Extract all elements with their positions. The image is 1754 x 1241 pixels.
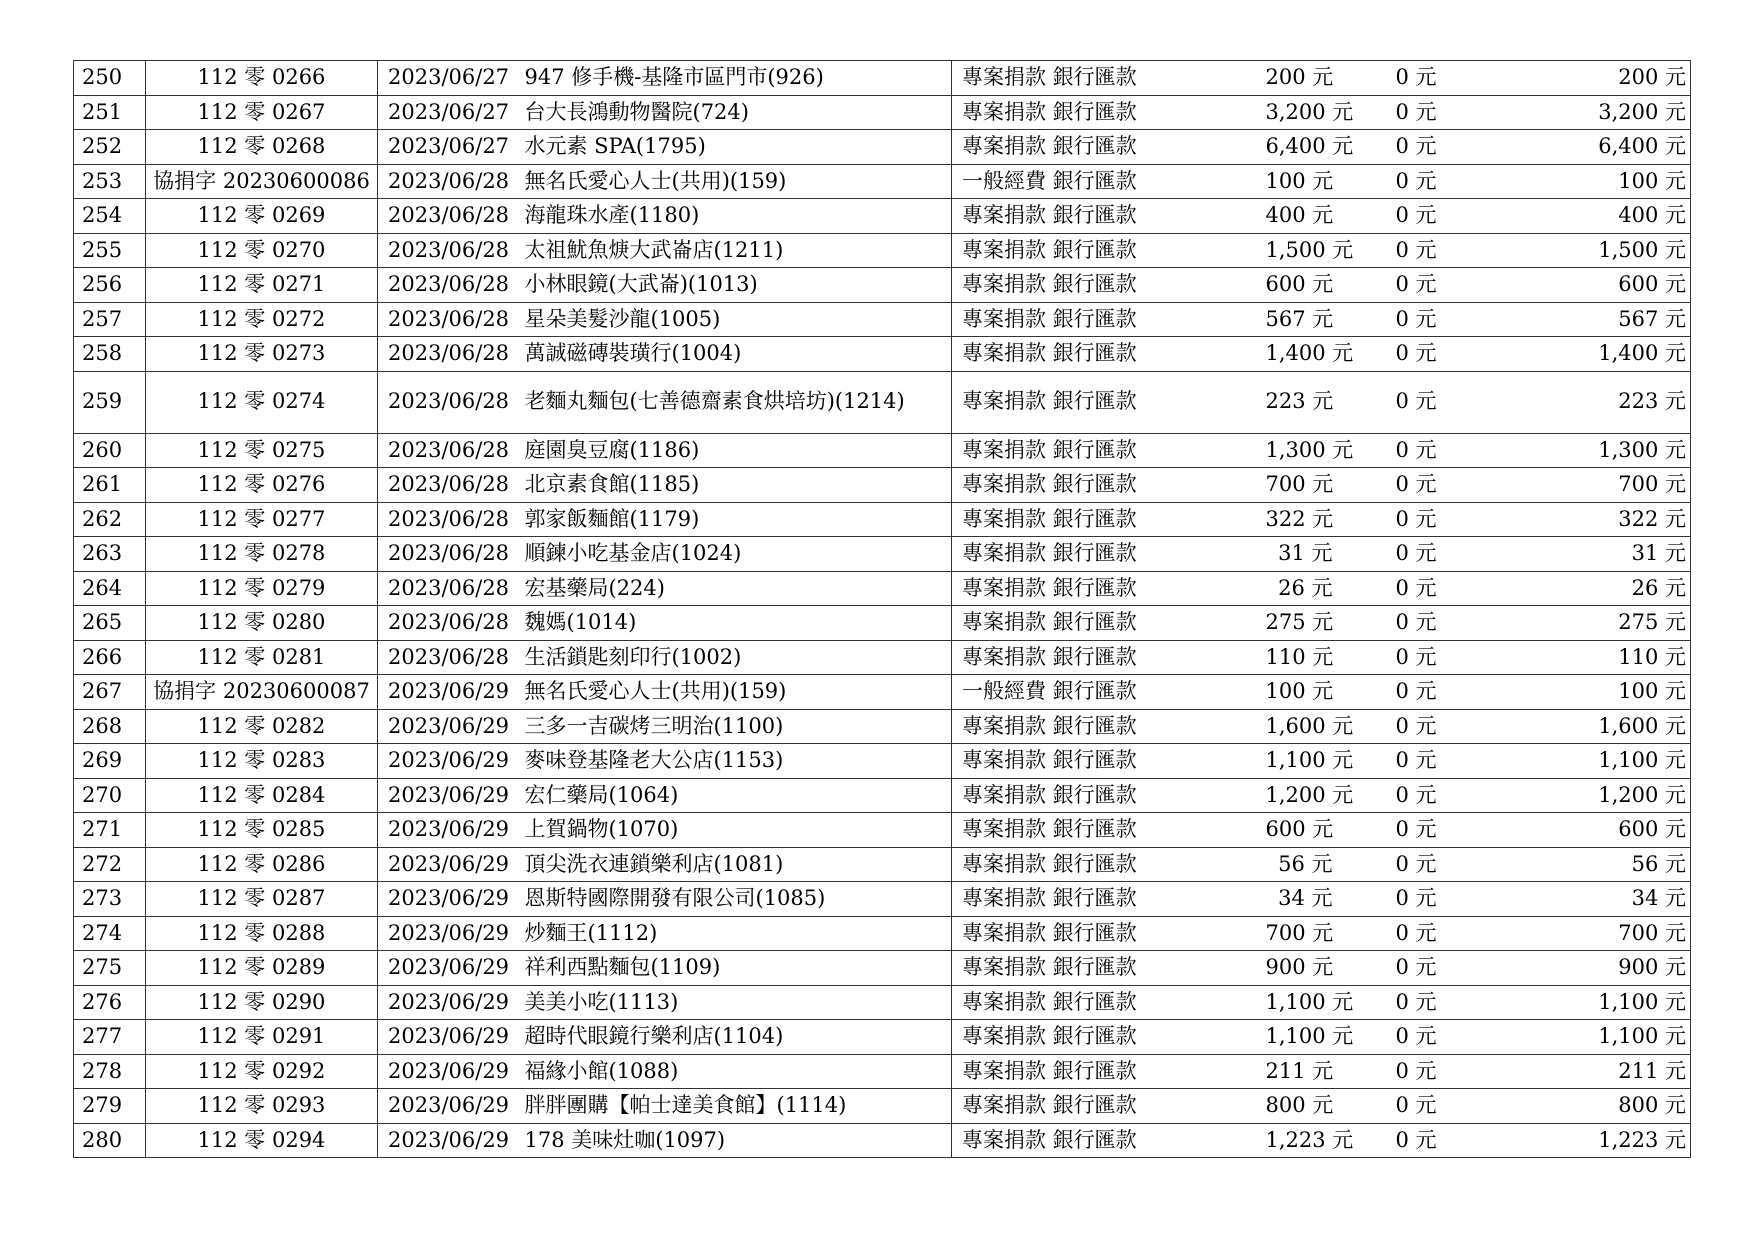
donation-amount: 275 元 (1262, 606, 1375, 641)
fee-amount: 0 元 (1375, 130, 1481, 165)
category-method: 一般經費 銀行匯款 (952, 675, 1262, 710)
table-row (74, 95, 1691, 130)
table-row (74, 571, 1691, 606)
donation-date: 2023/06/28 (378, 199, 515, 234)
donation-date: 2023/06/28 (378, 502, 515, 537)
donation-date: 2023/06/29 (378, 916, 515, 951)
donation-amount: 1,500 元 (1262, 233, 1375, 268)
table-row (74, 916, 1691, 951)
table-row (74, 744, 1691, 779)
receipt-number: 協捐字 20230600086 (146, 164, 378, 199)
category-method: 專案捐款 銀行匯款 (952, 985, 1262, 1020)
fee-amount: 0 元 (1375, 268, 1481, 303)
donation-amount: 100 元 (1262, 675, 1375, 710)
donation-amount: 223 元 (1262, 371, 1375, 433)
donation-amount: 26 元 (1262, 571, 1375, 606)
receipt-number: 112 零 0272 (146, 302, 378, 337)
donation-date: 2023/06/28 (378, 268, 515, 303)
net-amount: 1,223 元 (1481, 1123, 1691, 1158)
donation-date: 2023/06/28 (378, 640, 515, 675)
category-method: 專案捐款 銀行匯款 (952, 951, 1262, 986)
net-amount: 700 元 (1481, 468, 1691, 503)
donation-amount: 567 元 (1262, 302, 1375, 337)
fee-amount: 0 元 (1375, 164, 1481, 199)
donor-name: 魏媽(1014) (515, 606, 952, 641)
row-index: 273 (74, 882, 146, 917)
row-index: 270 (74, 778, 146, 813)
donation-amount: 800 元 (1262, 1089, 1375, 1124)
receipt-number: 112 零 0282 (146, 709, 378, 744)
table-row (74, 1054, 1691, 1089)
donation-date: 2023/06/29 (378, 778, 515, 813)
row-index: 257 (74, 302, 146, 337)
donation-amount: 1,600 元 (1262, 709, 1375, 744)
donation-amount: 700 元 (1262, 468, 1375, 503)
net-amount: 211 元 (1481, 1054, 1691, 1089)
category-method: 專案捐款 銀行匯款 (952, 916, 1262, 951)
table-row (74, 233, 1691, 268)
donor-name: 頂尖洗衣連鎖樂利店(1081) (515, 847, 952, 882)
net-amount: 100 元 (1481, 164, 1691, 199)
category-method: 專案捐款 銀行匯款 (952, 778, 1262, 813)
donation-date: 2023/06/29 (378, 1020, 515, 1055)
row-index: 256 (74, 268, 146, 303)
net-amount: 110 元 (1481, 640, 1691, 675)
donation-amount: 211 元 (1262, 1054, 1375, 1089)
donation-date: 2023/06/29 (378, 709, 515, 744)
table-row (74, 199, 1691, 234)
donation-amount: 6,400 元 (1262, 130, 1375, 165)
category-method: 專案捐款 銀行匯款 (952, 268, 1262, 303)
donation-date: 2023/06/27 (378, 130, 515, 165)
donation-amount: 100 元 (1262, 164, 1375, 199)
category-method: 專案捐款 銀行匯款 (952, 537, 1262, 572)
table-row (74, 268, 1691, 303)
fee-amount: 0 元 (1375, 847, 1481, 882)
donor-name: 麥味登基隆老大公店(1153) (515, 744, 952, 779)
net-amount: 275 元 (1481, 606, 1691, 641)
category-method: 專案捐款 銀行匯款 (952, 709, 1262, 744)
donation-date: 2023/06/28 (378, 468, 515, 503)
donation-date: 2023/06/28 (378, 337, 515, 372)
net-amount: 800 元 (1481, 1089, 1691, 1124)
row-index: 259 (74, 371, 146, 433)
donation-amount: 1,100 元 (1262, 744, 1375, 779)
row-index: 271 (74, 813, 146, 848)
donation-amount: 322 元 (1262, 502, 1375, 537)
category-method: 專案捐款 銀行匯款 (952, 337, 1262, 372)
row-index: 267 (74, 675, 146, 710)
row-index: 262 (74, 502, 146, 537)
net-amount: 100 元 (1481, 675, 1691, 710)
donor-name: 美美小吃(1113) (515, 985, 952, 1020)
net-amount: 1,100 元 (1481, 1020, 1691, 1055)
fee-amount: 0 元 (1375, 882, 1481, 917)
donation-amount: 700 元 (1262, 916, 1375, 951)
fee-amount: 0 元 (1375, 1089, 1481, 1124)
net-amount: 600 元 (1481, 268, 1691, 303)
row-index: 278 (74, 1054, 146, 1089)
category-method: 專案捐款 銀行匯款 (952, 744, 1262, 779)
receipt-number: 112 零 0294 (146, 1123, 378, 1158)
table-row (74, 778, 1691, 813)
donor-name: 三多一吉碳烤三明治(1100) (515, 709, 952, 744)
net-amount: 200 元 (1481, 61, 1691, 96)
table-row (74, 1123, 1691, 1158)
table-row (74, 302, 1691, 337)
fee-amount: 0 元 (1375, 640, 1481, 675)
category-method: 專案捐款 銀行匯款 (952, 61, 1262, 96)
category-method: 專案捐款 銀行匯款 (952, 433, 1262, 468)
receipt-number: 112 零 0288 (146, 916, 378, 951)
receipt-number: 112 零 0274 (146, 371, 378, 433)
row-index: 280 (74, 1123, 146, 1158)
category-method: 專案捐款 銀行匯款 (952, 199, 1262, 234)
fee-amount: 0 元 (1375, 371, 1481, 433)
table-row (74, 537, 1691, 572)
category-method: 專案捐款 銀行匯款 (952, 606, 1262, 641)
table-row (74, 606, 1691, 641)
donation-date: 2023/06/29 (378, 1054, 515, 1089)
table-row (74, 640, 1691, 675)
row-index: 263 (74, 537, 146, 572)
row-index: 268 (74, 709, 146, 744)
donation-ledger-table (73, 60, 1691, 1158)
donation-amount: 1,400 元 (1262, 337, 1375, 372)
table-row (74, 1020, 1691, 1055)
fee-amount: 0 元 (1375, 709, 1481, 744)
donor-name: 無名氏愛心人士(共用)(159) (515, 164, 952, 199)
receipt-number: 112 零 0291 (146, 1020, 378, 1055)
net-amount: 700 元 (1481, 916, 1691, 951)
donation-date: 2023/06/27 (378, 61, 515, 96)
donor-name: 生活鎖匙刻印行(1002) (515, 640, 952, 675)
fee-amount: 0 元 (1375, 199, 1481, 234)
receipt-number: 112 零 0266 (146, 61, 378, 96)
category-method: 專案捐款 銀行匯款 (952, 1089, 1262, 1124)
donor-name: 無名氏愛心人士(共用)(159) (515, 675, 952, 710)
donation-date: 2023/06/28 (378, 433, 515, 468)
row-index: 276 (74, 985, 146, 1020)
fee-amount: 0 元 (1375, 951, 1481, 986)
donor-name: 庭園臭豆腐(1186) (515, 433, 952, 468)
category-method: 專案捐款 銀行匯款 (952, 1020, 1262, 1055)
receipt-number: 協捐字 20230600087 (146, 675, 378, 710)
net-amount: 322 元 (1481, 502, 1691, 537)
fee-amount: 0 元 (1375, 302, 1481, 337)
receipt-number: 112 零 0267 (146, 95, 378, 130)
donation-amount: 3,200 元 (1262, 95, 1375, 130)
net-amount: 3,200 元 (1481, 95, 1691, 130)
donor-name: 水元素 SPA(1795) (515, 130, 952, 165)
fee-amount: 0 元 (1375, 606, 1481, 641)
receipt-number: 112 零 0286 (146, 847, 378, 882)
net-amount: 223 元 (1481, 371, 1691, 433)
donation-date: 2023/06/28 (378, 606, 515, 641)
table-row (74, 502, 1691, 537)
fee-amount: 0 元 (1375, 95, 1481, 130)
receipt-number: 112 零 0276 (146, 468, 378, 503)
category-method: 專案捐款 銀行匯款 (952, 95, 1262, 130)
donation-date: 2023/06/28 (378, 164, 515, 199)
category-method: 專案捐款 銀行匯款 (952, 302, 1262, 337)
receipt-number: 112 零 0280 (146, 606, 378, 641)
table-row (74, 433, 1691, 468)
donation-amount: 110 元 (1262, 640, 1375, 675)
category-method: 專案捐款 銀行匯款 (952, 130, 1262, 165)
donor-name: 祥利西點麵包(1109) (515, 951, 952, 986)
fee-amount: 0 元 (1375, 1123, 1481, 1158)
category-method: 專案捐款 銀行匯款 (952, 882, 1262, 917)
row-index: 269 (74, 744, 146, 779)
net-amount: 1,300 元 (1481, 433, 1691, 468)
row-index: 261 (74, 468, 146, 503)
donation-amount: 31 元 (1262, 537, 1375, 572)
donor-name: 海龍珠水產(1180) (515, 199, 952, 234)
row-index: 254 (74, 199, 146, 234)
net-amount: 26 元 (1481, 571, 1691, 606)
receipt-number: 112 零 0283 (146, 744, 378, 779)
row-index: 255 (74, 233, 146, 268)
donation-date: 2023/06/29 (378, 1089, 515, 1124)
receipt-number: 112 零 0269 (146, 199, 378, 234)
donation-date: 2023/06/29 (378, 675, 515, 710)
receipt-number: 112 零 0292 (146, 1054, 378, 1089)
receipt-number: 112 零 0271 (146, 268, 378, 303)
donor-name: 星朵美髮沙龍(1005) (515, 302, 952, 337)
receipt-number: 112 零 0284 (146, 778, 378, 813)
receipt-number: 112 零 0289 (146, 951, 378, 986)
net-amount: 900 元 (1481, 951, 1691, 986)
donor-name: 宏仁藥局(1064) (515, 778, 952, 813)
row-index: 252 (74, 130, 146, 165)
row-index: 251 (74, 95, 146, 130)
donation-date: 2023/06/28 (378, 233, 515, 268)
table-row (74, 813, 1691, 848)
row-index: 266 (74, 640, 146, 675)
category-method: 專案捐款 銀行匯款 (952, 371, 1262, 433)
donor-name: 胖胖團購【帕士達美食館】(1114) (515, 1089, 952, 1124)
donor-name: 郭家飯麵館(1179) (515, 502, 952, 537)
category-method: 專案捐款 銀行匯款 (952, 847, 1262, 882)
category-method: 專案捐款 銀行匯款 (952, 813, 1262, 848)
donation-amount: 1,200 元 (1262, 778, 1375, 813)
fee-amount: 0 元 (1375, 813, 1481, 848)
donation-date: 2023/06/28 (378, 302, 515, 337)
donation-date: 2023/06/28 (378, 371, 515, 433)
donation-amount: 1,300 元 (1262, 433, 1375, 468)
receipt-number: 112 零 0278 (146, 537, 378, 572)
table-row (74, 951, 1691, 986)
donor-name: 福緣小館(1088) (515, 1054, 952, 1089)
donor-name: 萬誠磁磚裝璜行(1004) (515, 337, 952, 372)
donation-amount: 1,100 元 (1262, 1020, 1375, 1055)
row-index: 265 (74, 606, 146, 641)
net-amount: 1,400 元 (1481, 337, 1691, 372)
table-row (74, 164, 1691, 199)
net-amount: 1,600 元 (1481, 709, 1691, 744)
fee-amount: 0 元 (1375, 468, 1481, 503)
fee-amount: 0 元 (1375, 337, 1481, 372)
row-index: 250 (74, 61, 146, 96)
category-method: 專案捐款 銀行匯款 (952, 502, 1262, 537)
donation-date: 2023/06/29 (378, 847, 515, 882)
receipt-number: 112 零 0281 (146, 640, 378, 675)
net-amount: 600 元 (1481, 813, 1691, 848)
net-amount: 56 元 (1481, 847, 1691, 882)
donation-date: 2023/06/29 (378, 1123, 515, 1158)
table-row (74, 130, 1691, 165)
donation-date: 2023/06/29 (378, 813, 515, 848)
row-index: 258 (74, 337, 146, 372)
table-row (74, 882, 1691, 917)
category-method: 專案捐款 銀行匯款 (952, 1123, 1262, 1158)
donation-amount: 56 元 (1262, 847, 1375, 882)
donation-amount: 200 元 (1262, 61, 1375, 96)
donor-name: 順鍊小吃基金店(1024) (515, 537, 952, 572)
row-index: 275 (74, 951, 146, 986)
net-amount: 400 元 (1481, 199, 1691, 234)
fee-amount: 0 元 (1375, 61, 1481, 96)
net-amount: 567 元 (1481, 302, 1691, 337)
donor-name: 台大長鴻動物醫院(724) (515, 95, 952, 130)
category-method: 專案捐款 銀行匯款 (952, 233, 1262, 268)
donor-name: 947 修手機-基隆市區門市(926) (515, 61, 952, 96)
donor-name: 北京素食館(1185) (515, 468, 952, 503)
donation-amount: 600 元 (1262, 268, 1375, 303)
donation-date: 2023/06/28 (378, 571, 515, 606)
donor-name: 宏基藥局(224) (515, 571, 952, 606)
donor-name: 超時代眼鏡行樂利店(1104) (515, 1020, 952, 1055)
donor-name: 恩斯特國際開發有限公司(1085) (515, 882, 952, 917)
fee-amount: 0 元 (1375, 778, 1481, 813)
donation-amount: 1,100 元 (1262, 985, 1375, 1020)
table-row (74, 709, 1691, 744)
donation-date: 2023/06/29 (378, 985, 515, 1020)
category-method: 一般經費 銀行匯款 (952, 164, 1262, 199)
category-method: 專案捐款 銀行匯款 (952, 640, 1262, 675)
receipt-number: 112 零 0287 (146, 882, 378, 917)
fee-amount: 0 元 (1375, 985, 1481, 1020)
donation-amount: 600 元 (1262, 813, 1375, 848)
fee-amount: 0 元 (1375, 571, 1481, 606)
donation-date: 2023/06/28 (378, 537, 515, 572)
fee-amount: 0 元 (1375, 675, 1481, 710)
receipt-number: 112 零 0290 (146, 985, 378, 1020)
category-method: 專案捐款 銀行匯款 (952, 468, 1262, 503)
donation-date: 2023/06/29 (378, 744, 515, 779)
fee-amount: 0 元 (1375, 537, 1481, 572)
row-index: 274 (74, 916, 146, 951)
receipt-number: 112 零 0293 (146, 1089, 378, 1124)
table-row (74, 675, 1691, 710)
donation-amount: 400 元 (1262, 199, 1375, 234)
donation-date: 2023/06/27 (378, 95, 515, 130)
ledger-body (74, 61, 1691, 1158)
donation-amount: 34 元 (1262, 882, 1375, 917)
fee-amount: 0 元 (1375, 1054, 1481, 1089)
fee-amount: 0 元 (1375, 916, 1481, 951)
net-amount: 34 元 (1481, 882, 1691, 917)
donor-name: 太祖魷魚焿大武崙店(1211) (515, 233, 952, 268)
fee-amount: 0 元 (1375, 744, 1481, 779)
receipt-number: 112 零 0285 (146, 813, 378, 848)
net-amount: 6,400 元 (1481, 130, 1691, 165)
table-row (74, 468, 1691, 503)
donation-amount: 900 元 (1262, 951, 1375, 986)
donor-name: 炒麵王(1112) (515, 916, 952, 951)
fee-amount: 0 元 (1375, 1020, 1481, 1055)
table-row (74, 985, 1691, 1020)
net-amount: 1,200 元 (1481, 778, 1691, 813)
table-row (74, 847, 1691, 882)
receipt-number: 112 零 0277 (146, 502, 378, 537)
row-index: 260 (74, 433, 146, 468)
donor-name: 老麵丸麵包(七善德齋素食烘培坊)(1214) (515, 371, 952, 433)
table-row (74, 337, 1691, 372)
table-row (74, 1089, 1691, 1124)
row-index: 272 (74, 847, 146, 882)
category-method: 專案捐款 銀行匯款 (952, 571, 1262, 606)
net-amount: 1,100 元 (1481, 985, 1691, 1020)
row-index: 277 (74, 1020, 146, 1055)
donor-name: 178 美味灶咖(1097) (515, 1123, 952, 1158)
donor-name: 小林眼鏡(大武崙)(1013) (515, 268, 952, 303)
receipt-number: 112 零 0270 (146, 233, 378, 268)
donation-date: 2023/06/29 (378, 882, 515, 917)
receipt-number: 112 零 0279 (146, 571, 378, 606)
fee-amount: 0 元 (1375, 502, 1481, 537)
fee-amount: 0 元 (1375, 233, 1481, 268)
net-amount: 31 元 (1481, 537, 1691, 572)
table-row (74, 371, 1691, 433)
fee-amount: 0 元 (1375, 433, 1481, 468)
receipt-number: 112 零 0273 (146, 337, 378, 372)
row-index: 279 (74, 1089, 146, 1124)
table-row (74, 61, 1691, 96)
donation-amount: 1,223 元 (1262, 1123, 1375, 1158)
receipt-number: 112 零 0275 (146, 433, 378, 468)
net-amount: 1,500 元 (1481, 233, 1691, 268)
row-index: 253 (74, 164, 146, 199)
receipt-number: 112 零 0268 (146, 130, 378, 165)
category-method: 專案捐款 銀行匯款 (952, 1054, 1262, 1089)
donation-date: 2023/06/29 (378, 951, 515, 986)
net-amount: 1,100 元 (1481, 744, 1691, 779)
row-index: 264 (74, 571, 146, 606)
donor-name: 上賀鍋物(1070) (515, 813, 952, 848)
